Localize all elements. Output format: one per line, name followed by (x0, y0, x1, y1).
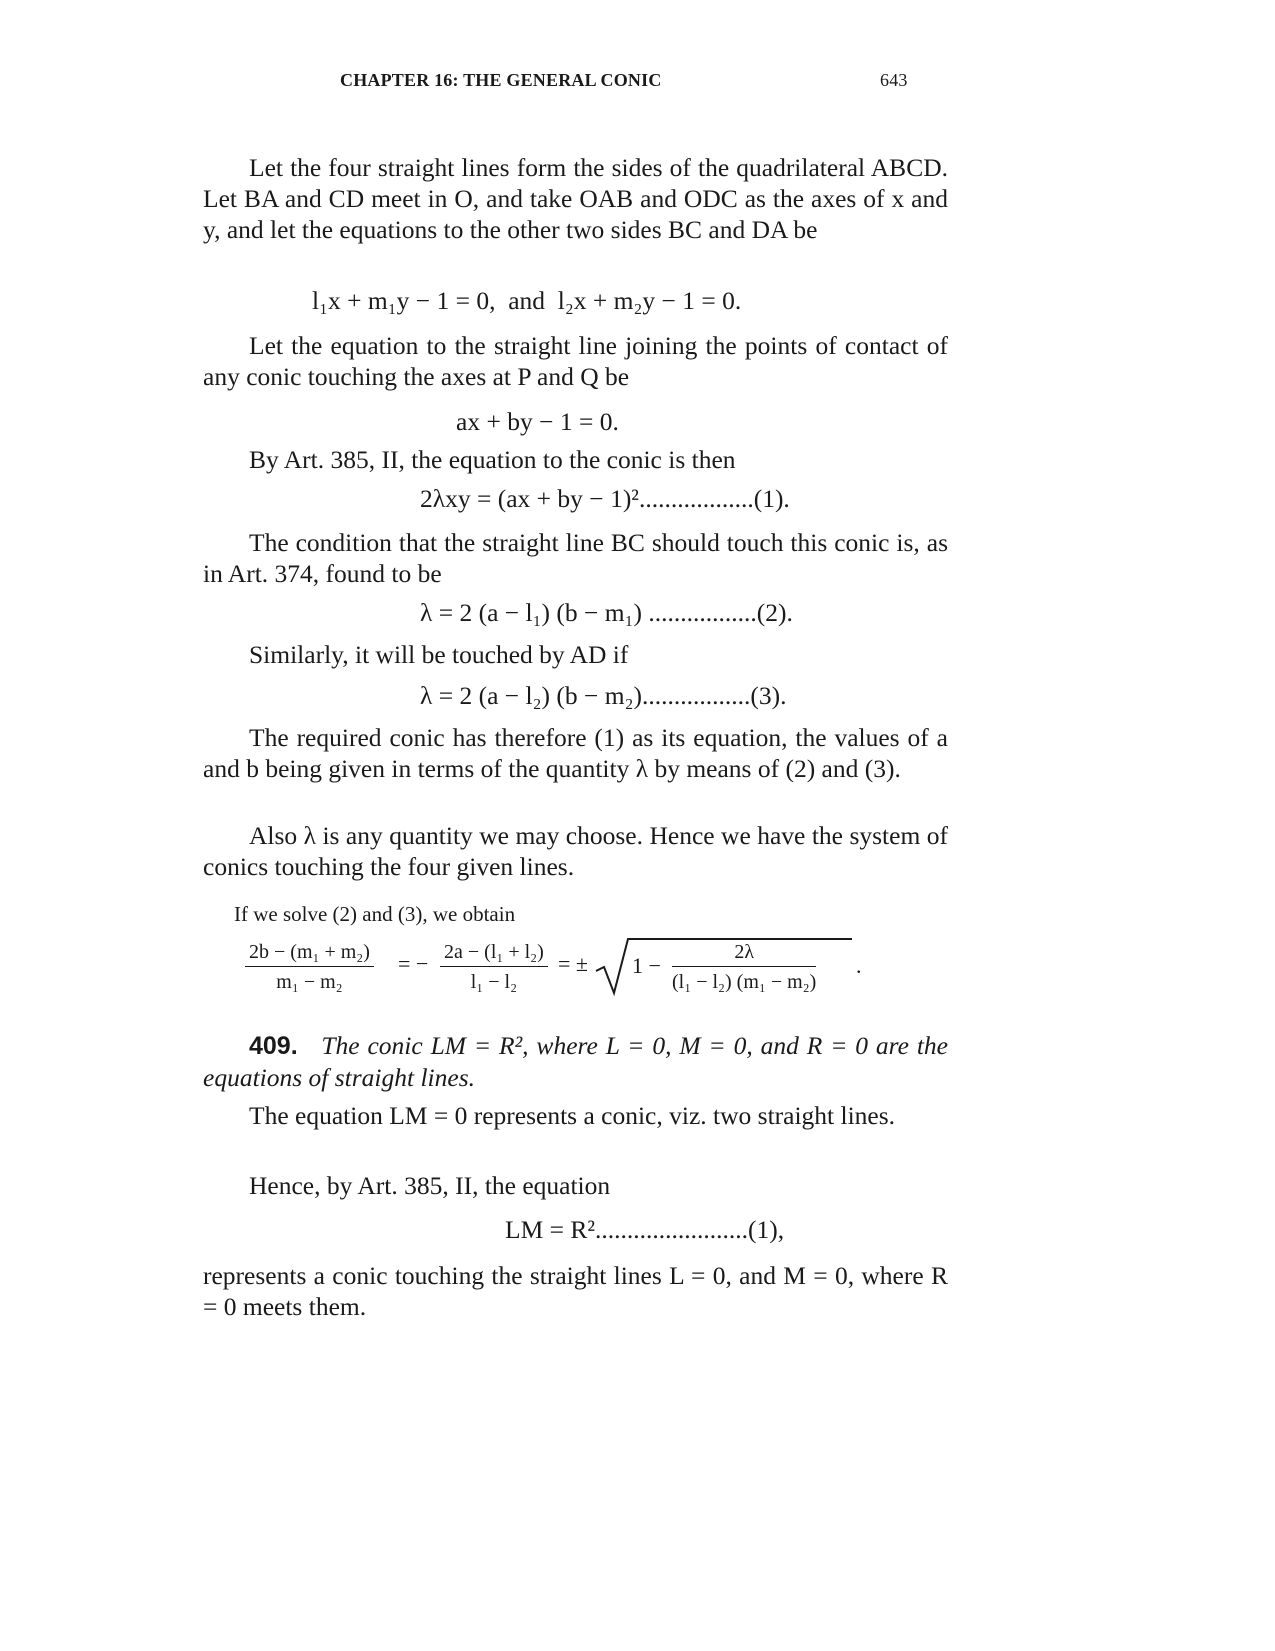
equation-lm: LM = R²........................(1), (505, 1215, 785, 1244)
article-409 (203, 1030, 948, 1093)
equation-2: λ = 2 (a − l₁) (b − m₁) .................(2). (420, 598, 793, 627)
note-text: If we solve (2) and (3), we obtain (234, 902, 516, 926)
fraction-a-numerator: 2a − (l₁ + l₂) (440, 940, 548, 967)
paragraph-9: Hence, by Art. 385, II, the equation (249, 1171, 611, 1200)
fraction-b-denominator: m₁ − m₂ (276, 971, 343, 993)
fraction-lambda-denominator: (l₁ − l₂) (m₁ − m₂) (672, 971, 817, 993)
equals-minus: = − (398, 951, 429, 976)
fraction-lambda (672, 940, 816, 994)
running-header: CHAPTER 16: THE GENERAL CONIC (340, 70, 662, 90)
fraction-b (245, 940, 374, 994)
equation-chord: ax + by − 1 = 0. (456, 407, 619, 436)
fraction-b-numerator: 2b − (m₁ + m₂) (245, 940, 374, 967)
article-statement: The conic LM = R², where L = 0, M = 0, and R = 0 are the equations of straight lines. (203, 1031, 949, 1092)
paragraph-7: Also λ is any quantity we may choose. Hence we have the system of conics touching the four given lines. (203, 821, 948, 881)
fraction-a (440, 940, 548, 994)
paragraph-2: Let the equation to the straight line joining the points of contact of any conic touching the axes at P and Q be (203, 331, 948, 391)
paragraph-10: represents a conic touching the straight lines L = 0, and M = 0, where R = 0 meets them. (203, 1261, 948, 1321)
equation-sides: l₁x + m₁y − 1 = 0, and l₂x + m₂y − 1 = 0. (312, 286, 742, 315)
paragraph-3: By Art. 385, II, the equation to the conic is then (249, 445, 736, 474)
page-number: 643 (880, 70, 908, 90)
equation-end-dot: . (856, 953, 862, 978)
paragraph-8: The equation LM = 0 represents a conic, viz. two straight lines. (249, 1101, 896, 1130)
paragraph-1: Let the four straight lines form the sides of the quadrilateral ABCD. Let BA and CD meet in O, and take OAB and ODC as the axes of x and y, and let the equations to the other two sides BC and DA be (203, 153, 948, 244)
paragraph-4: The condition that the straight line BC should touch this conic is, as in Art. 374, found to be (203, 528, 948, 588)
fraction-lambda-numerator: 2λ (672, 940, 816, 967)
paragraph-6: The required conic has therefore (1) as its equation, the values of a and b being given in terms of the quantity λ by means of (2) and (3). (203, 723, 948, 783)
article-number: 409. (249, 1032, 298, 1060)
equation-3: λ = 2 (a − l₂) (b − m₂).................(3). (420, 681, 787, 710)
radicand-one: 1 − (632, 953, 661, 978)
equation-1: 2λxy = (ax + by − 1)²..................(1). (420, 484, 790, 513)
fraction-a-denominator: l₁ − l₂ (470, 971, 518, 993)
paragraph-5: Similarly, it will be touched by AD if (249, 640, 629, 669)
equals-plus-minus: = ± (558, 951, 588, 976)
